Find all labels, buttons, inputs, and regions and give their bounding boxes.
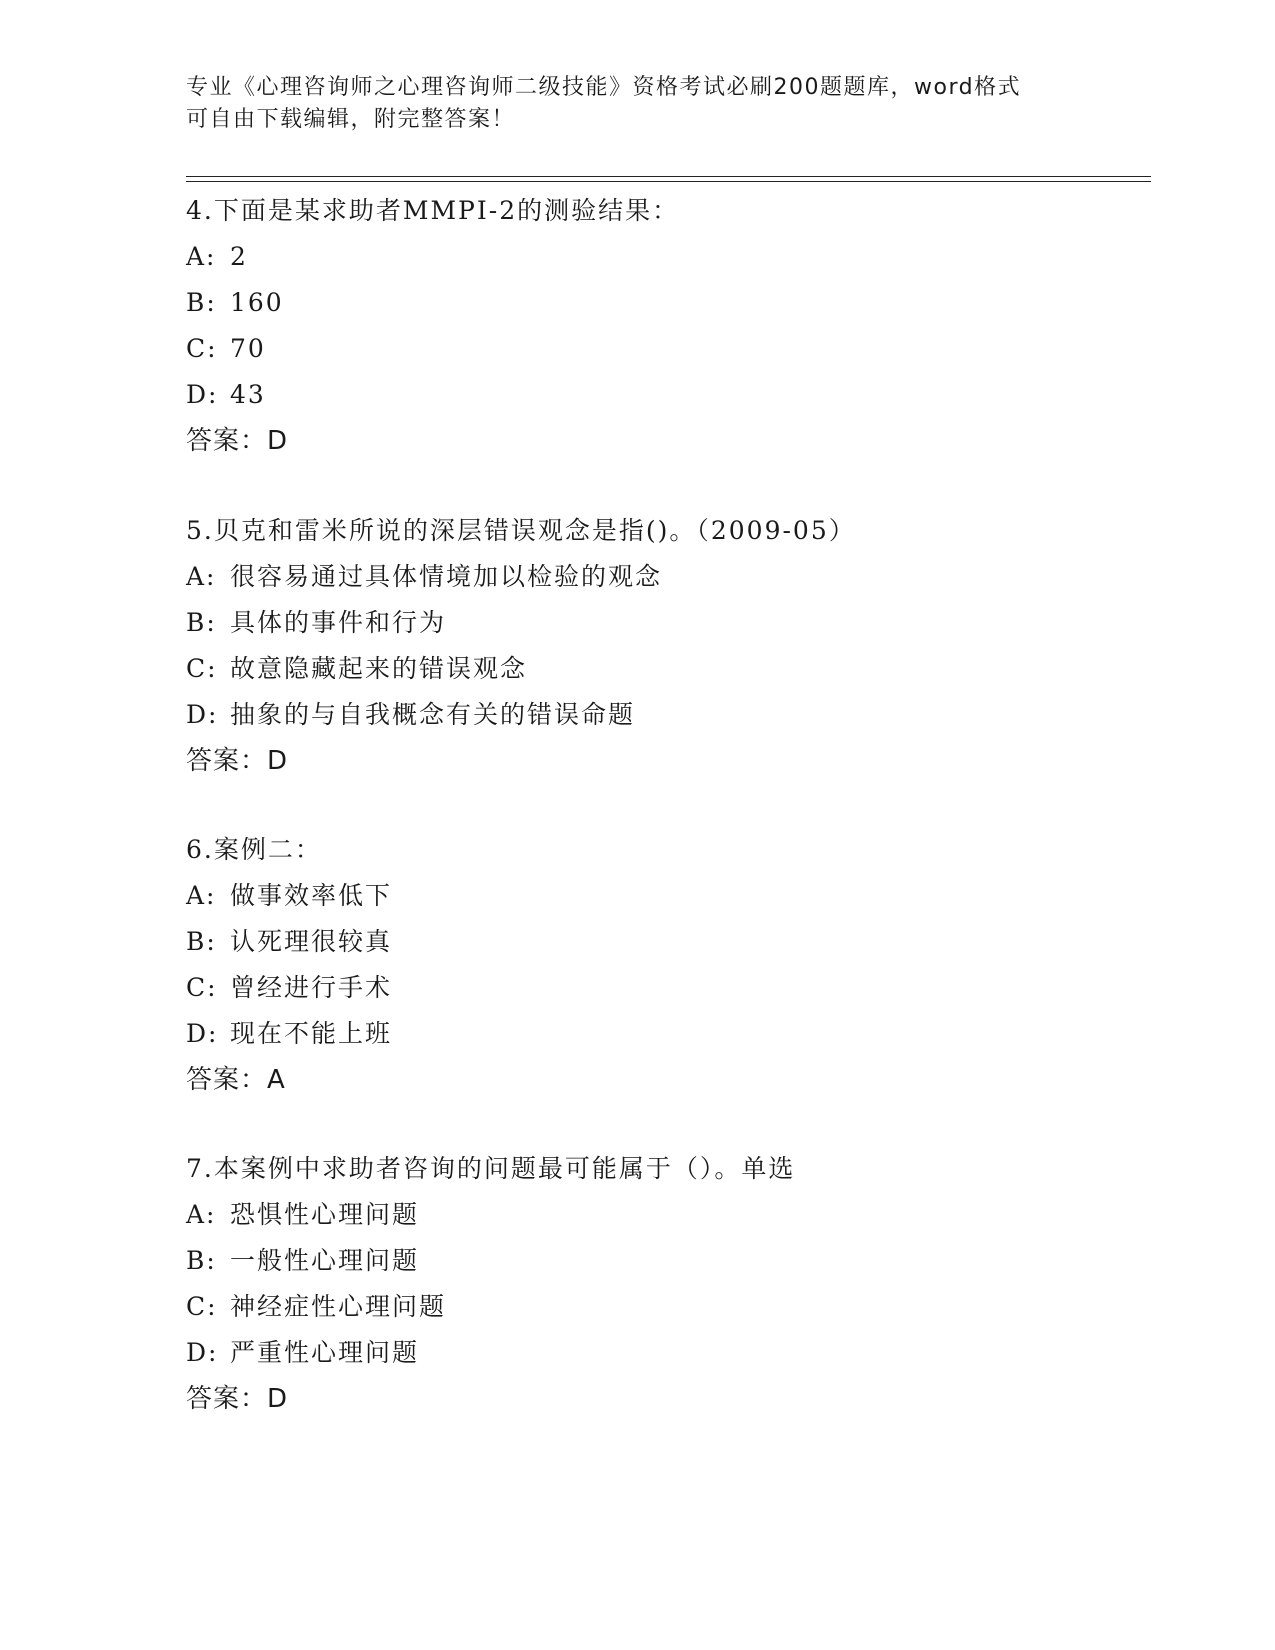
option-b <box>186 919 1146 965</box>
option-text: 曾经进行手术 <box>230 973 393 1002</box>
header-divider-bottom <box>186 181 1151 182</box>
option-text: 70 <box>230 334 266 363</box>
option-c <box>186 965 1146 1011</box>
option-text: 做事效率低下 <box>230 881 393 910</box>
option-text: 恐惧性心理问题 <box>230 1200 420 1229</box>
answer: 答案：D <box>186 426 289 456</box>
option-text: 很容易通过具体情境加以检验的观念 <box>230 562 663 591</box>
option-b <box>186 600 1146 646</box>
option-label: C: <box>186 1292 218 1321</box>
header-line-2: 可自由下载编辑，附完整答案！ <box>186 107 516 132</box>
option-label: D: <box>186 1019 219 1048</box>
question-7 <box>186 1146 1146 1422</box>
option-label: A: <box>186 1200 217 1229</box>
question-4 <box>186 188 1146 464</box>
option-label: A: <box>186 881 217 910</box>
question-stem: 4.下面是某求助者MMPI-2的测验结果： <box>186 196 680 225</box>
option-d <box>186 1330 1146 1376</box>
option-text: 具体的事件和行为 <box>230 608 447 637</box>
option-label: D: <box>186 700 219 729</box>
question-stem: 6.案例二： <box>186 835 322 864</box>
question-6 <box>186 827 1146 1103</box>
document-header <box>186 72 1086 136</box>
option-b <box>186 1238 1146 1284</box>
header-divider-top <box>186 176 1151 177</box>
option-label: D: <box>186 380 219 409</box>
option-c <box>186 1284 1146 1330</box>
option-a <box>186 873 1146 919</box>
option-text: 160 <box>230 288 284 317</box>
option-label: C: <box>186 973 218 1002</box>
option-a <box>186 1192 1146 1238</box>
option-text: 现在不能上班 <box>230 1019 393 1048</box>
option-a <box>186 554 1146 600</box>
option-d <box>186 372 1146 418</box>
option-label: A: <box>186 562 217 591</box>
option-b <box>186 280 1146 326</box>
option-d <box>186 692 1146 738</box>
header-line-1: 专业《心理咨询师之心理咨询师二级技能》资格考试必刷200题题库，word格式 <box>186 75 1022 100</box>
answer: 答案：D <box>186 746 289 776</box>
option-text: 抽象的与自我概念有关的错误命题 <box>230 700 636 729</box>
option-text: 严重性心理问题 <box>230 1338 420 1367</box>
question-stem: 7.本案例中求助者咨询的问题最可能属于（）。单选 <box>186 1154 796 1183</box>
option-text: 2 <box>230 242 248 271</box>
option-text: 神经症性心理问题 <box>230 1292 447 1321</box>
option-label: C: <box>186 654 218 683</box>
answer: 答案：A <box>186 1065 286 1095</box>
question-stem: 5.贝克和雷米所说的深层错误观念是指()。（2009-05） <box>186 516 856 545</box>
option-d <box>186 1011 1146 1057</box>
option-text: 故意隐藏起来的错误观念 <box>230 654 528 683</box>
option-c <box>186 326 1146 372</box>
option-label: A: <box>186 242 217 271</box>
option-text: 43 <box>230 380 266 409</box>
option-label: B: <box>186 927 217 956</box>
option-label: D: <box>186 1338 219 1367</box>
option-text: 一般性心理问题 <box>230 1246 420 1275</box>
option-text: 认死理很较真 <box>230 927 393 956</box>
option-label: C: <box>186 334 218 363</box>
answer: 答案：D <box>186 1384 289 1414</box>
option-a <box>186 234 1146 280</box>
question-5 <box>186 508 1146 784</box>
option-label: B: <box>186 1246 217 1275</box>
option-label: B: <box>186 608 217 637</box>
option-label: B: <box>186 288 217 317</box>
option-c <box>186 646 1146 692</box>
